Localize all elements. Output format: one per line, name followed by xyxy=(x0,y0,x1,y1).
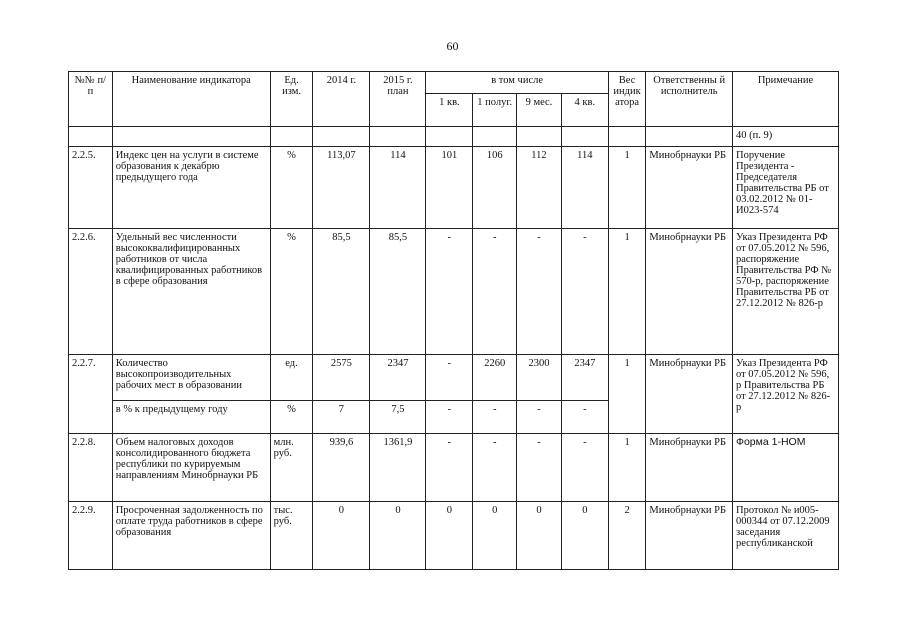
cell-2015: 1361,9 xyxy=(370,434,426,502)
cell-q1: 101 xyxy=(426,147,473,229)
header-q1: 1 кв. xyxy=(426,94,473,127)
cell-2015: 2347 xyxy=(370,355,426,401)
cell-note: Указ Президента РФ от 07.05.2012 № 596, р Правительства РБ от 27.12.2012 № 826-р xyxy=(732,355,838,434)
cell-name: Объем налоговых доходов консолидированного бюджета республики по курируемым направлениям Минобрнауки РБ xyxy=(112,434,270,502)
cell-num: 2.2.6. xyxy=(69,229,113,355)
cell-name: в % к предыдущему году xyxy=(112,401,270,434)
cell-note: Поручение Президента - Председателя Правительства РБ от 03.02.2012 № 01-И023-574 xyxy=(732,147,838,229)
page-number: 60 xyxy=(446,39,459,53)
header-name: Наименование индикатора xyxy=(112,72,270,127)
cell-unit: тыс. руб. xyxy=(270,502,313,570)
cell-weight: 1 xyxy=(608,434,646,502)
header-note: Примечание xyxy=(732,72,838,127)
cell-name: Количество высокопроизводительных рабочих мест в образовании xyxy=(112,355,270,401)
cell-h1: - xyxy=(473,229,517,355)
cell-unit: % xyxy=(270,229,313,355)
cell-unit: % xyxy=(270,147,313,229)
cell-weight: 1 xyxy=(608,355,646,434)
cell-q4: - xyxy=(561,434,608,502)
cell-weight: 1 xyxy=(608,229,646,355)
cell-9m: - xyxy=(517,401,562,434)
cell-9m: - xyxy=(517,434,562,502)
cell-2014: 7 xyxy=(313,401,370,434)
cell-name: Просроченная задолженность по оплате труда работников в сфере образования xyxy=(112,502,270,570)
cell-q4: 2347 xyxy=(561,355,608,401)
cell-q4: 114 xyxy=(561,147,608,229)
cell-2014: 2575 xyxy=(313,355,370,401)
cell-q1: - xyxy=(426,229,473,355)
table-row xyxy=(69,229,839,355)
cell-q4: - xyxy=(561,401,608,434)
cell-responsible: Минобрнауки РБ xyxy=(646,229,733,355)
cell-q1: - xyxy=(426,434,473,502)
header-responsible: Ответственны й исполнитель xyxy=(646,72,733,127)
cell-2015: 0 xyxy=(370,502,426,570)
cell-2015: 85,5 xyxy=(370,229,426,355)
cell-note: Форма 1-НОМ xyxy=(732,434,838,502)
cell-note: 40 (п. 9) xyxy=(732,127,838,147)
cell-9m: 2300 xyxy=(517,355,562,401)
table-row xyxy=(69,147,839,229)
header-q4: 4 кв. xyxy=(561,94,608,127)
cell-q1: - xyxy=(426,401,473,434)
cell-name: Удельный вес численности высококвалифицированных работников от числа квалифицированных работников в сфере образования xyxy=(112,229,270,355)
cell-h1: - xyxy=(473,434,517,502)
cell-9m: 0 xyxy=(517,502,562,570)
cell-2014: 113,07 xyxy=(313,147,370,229)
header-row xyxy=(69,72,839,94)
cell-h1: 2260 xyxy=(473,355,517,401)
cell-h1: - xyxy=(473,401,517,434)
cell-unit: ед. xyxy=(270,355,313,401)
cell-note: Протокол № и005-000344 от 07.12.2009 заседания республиканской xyxy=(732,502,838,570)
header-num: №№ п/п xyxy=(69,72,113,127)
cell-q1: 0 xyxy=(426,502,473,570)
header-unit: Ед. изм. xyxy=(270,72,313,127)
header-2015: 2015 г. план xyxy=(370,72,426,127)
cell-note: Указ Президента РФ от 07.05.2012 № 596, распоряжение Правительства РФ № 570-р, распоряжение Правительства РБ от 27.12.2012 № 826-р xyxy=(732,229,838,355)
cell-num: 2.2.5. xyxy=(69,147,113,229)
cell-responsible: Минобрнауки РБ xyxy=(646,434,733,502)
header-h1: 1 полуг. xyxy=(473,94,517,127)
cell-num: 2.2.7. xyxy=(69,355,113,434)
header-including: в том числе xyxy=(426,72,608,94)
cell-9m: 112 xyxy=(517,147,562,229)
table-row xyxy=(69,127,839,147)
cell-responsible: Минобрнауки РБ xyxy=(646,355,733,434)
cell-num: 2.2.8. xyxy=(69,434,113,502)
table-row xyxy=(69,355,839,401)
cell-2014: 939,6 xyxy=(313,434,370,502)
header-weight: Вес индик атора xyxy=(608,72,646,127)
cell-q4: - xyxy=(561,229,608,355)
cell-weight: 1 xyxy=(608,147,646,229)
cell-weight: 2 xyxy=(608,502,646,570)
cell-2014: 0 xyxy=(313,502,370,570)
cell-unit: % xyxy=(270,401,313,434)
cell-num: 2.2.9. xyxy=(69,502,113,570)
header-2014: 2014 г. xyxy=(313,72,370,127)
cell-responsible: Минобрнауки РБ xyxy=(646,147,733,229)
table-row xyxy=(69,434,839,502)
cell-name: Индекс цен на услуги в системе образования к декабрю предыдущего года xyxy=(112,147,270,229)
cell-2014: 85,5 xyxy=(313,229,370,355)
cell-h1: 106 xyxy=(473,147,517,229)
cell-h1: 0 xyxy=(473,502,517,570)
cell-2015: 114 xyxy=(370,147,426,229)
cell-q1: - xyxy=(426,355,473,401)
indicators-table xyxy=(68,71,839,570)
cell-2015: 7,5 xyxy=(370,401,426,434)
cell-responsible: Минобрнауки РБ xyxy=(646,502,733,570)
table-row xyxy=(69,502,839,570)
header-9m: 9 мес. xyxy=(517,94,562,127)
cell-9m: - xyxy=(517,229,562,355)
cell-unit: млн. руб. xyxy=(270,434,313,502)
cell-q4: 0 xyxy=(561,502,608,570)
